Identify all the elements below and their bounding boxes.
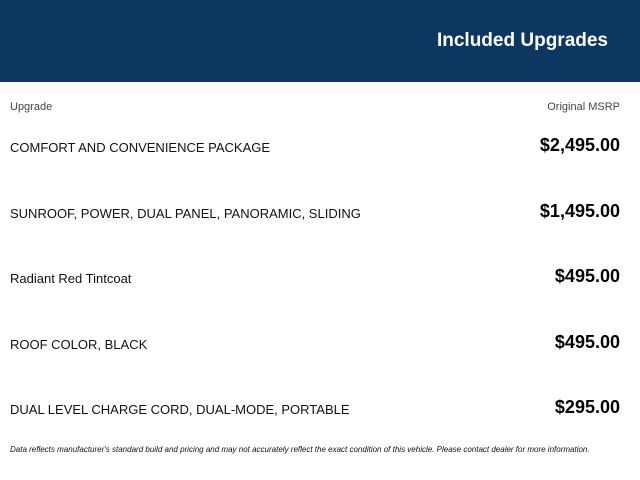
upgrade-name: COMFORT AND CONVENIENCE PACKAGE: [10, 140, 271, 155]
column-header-msrp: Original MSRP: [547, 101, 620, 113]
upgrade-name: ROOF COLOR, BLACK: [10, 337, 148, 352]
upgrade-row: [10, 264, 620, 294]
disclaimer-text: Data reflects manufacturer's standard build and pricing and may not accurately reflect the exact condition of this vehicle. Please contact dealer for more information.: [10, 445, 590, 454]
upgrade-row: [10, 199, 620, 229]
upgrade-name: Radiant Red Tintcoat: [10, 271, 132, 286]
upgrade-name: DUAL LEVEL CHARGE CORD, DUAL-MODE, PORTABLE: [10, 402, 350, 417]
upgrade-row: [10, 133, 620, 163]
column-header-upgrade: Upgrade: [10, 101, 53, 113]
page-title: Included Upgrades: [436, 30, 608, 51]
upgrade-row: [10, 395, 620, 425]
upgrade-price: $1,495.00: [539, 201, 620, 221]
upgrade-price: $2,495.00: [539, 135, 620, 155]
upgrade-price: $495.00: [554, 266, 620, 286]
upgrade-price: $295.00: [554, 397, 620, 417]
upgrade-price: $495.00: [554, 332, 620, 352]
upgrade-name: SUNROOF, POWER, DUAL PANEL, PANORAMIC, SLIDING: [10, 206, 361, 221]
header-banner: [0, 0, 640, 82]
upgrade-row: [10, 330, 620, 360]
